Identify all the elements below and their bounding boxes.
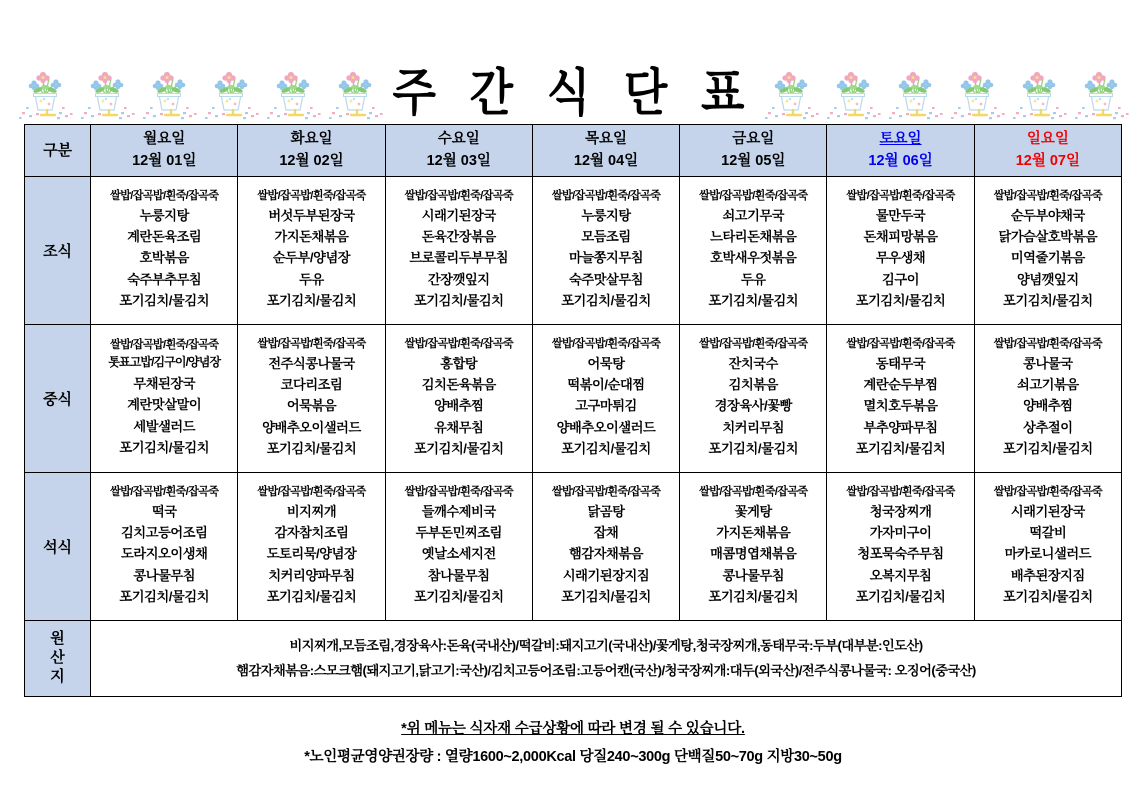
dish-item: 포기김치/물김치 (1003, 589, 1093, 604)
dish-item: 김치볶음 (728, 376, 778, 392)
dish-item: 포기김치/물김치 (1003, 293, 1093, 308)
dish-item: 양배추찜 (1023, 398, 1073, 414)
meal-cell (532, 177, 679, 325)
day-date: 12월 07일 (1015, 152, 1080, 169)
header-day-mon (91, 125, 238, 177)
dish-item: 포기김치/물김치 (119, 293, 210, 308)
dish-item: 시래기된장국 (421, 207, 496, 223)
meal-cell (532, 473, 679, 621)
rice-options: 쌀밥/잡곡밥/흰죽/잡곡죽 (993, 337, 1102, 350)
dish-item: 순두부야채국 (1010, 207, 1085, 223)
dish-item: 포기김치/물김치 (855, 589, 946, 604)
dish-item: 햄감자채볶음 (569, 546, 644, 562)
dish-item: 꽃게탕 (734, 503, 772, 519)
meal-cell (385, 473, 532, 621)
origin-label-char: 원 (50, 630, 65, 648)
rice-options: 쌀밥/잡곡밥/흰죽/잡곡죽 (404, 485, 513, 498)
dish-item: 톳표고밥/김구이/양념장 (108, 355, 221, 370)
dish-item: 코다리조림 (280, 376, 343, 392)
dish-item: 청국장찌개 (869, 503, 932, 519)
dish-item: 동태무국 (875, 355, 926, 371)
header-day-fri (680, 125, 827, 177)
meal-cell (91, 473, 238, 621)
dish-item: 간장깻잎지 (427, 271, 490, 287)
dish-item: 치커리무침 (722, 419, 785, 435)
flower-pot-icon (324, 62, 386, 120)
dish-item: 미역줄기볶음 (1010, 250, 1085, 266)
meal-cell (91, 325, 238, 473)
meal-label-breakfast: 조식 (25, 177, 91, 325)
origin-label-char: 산 (50, 649, 65, 667)
dish-item: 고구마튀김 (575, 398, 637, 414)
origin-line: 햄감자채볶음:스모크햄(돼지고기,닭고기:국산)/김치고등어조림:고등어캔(국산)/청국장찌개:대두(외국산)/전주식콩나물국: 오징어(중국산) (236, 662, 976, 678)
flower-pot-icon (760, 62, 822, 120)
dish-item: 옛날소세지전 (421, 546, 496, 562)
dish-item: 유채무침 (434, 419, 484, 435)
dish-item: 쇠고기볶음 (1017, 376, 1079, 392)
rice-options: 쌀밥/잡곡밥/흰죽/잡곡죽 (257, 485, 366, 498)
origin-label-char: 지 (50, 667, 65, 685)
dish-item: 비지찌개 (286, 503, 337, 519)
dish-item: 호박볶음 (139, 250, 189, 266)
dish-item: 오복지무침 (869, 567, 932, 583)
flower-pot-icon (884, 62, 946, 120)
meal-cell (680, 473, 827, 621)
day-name: 월요일 (143, 131, 186, 148)
day-name: 토요일 (879, 131, 922, 148)
dish-item: 모듬조림 (581, 228, 631, 244)
header-day-thu (532, 125, 679, 177)
flower-pot-icon (76, 62, 138, 120)
day-name: 일요일 (1026, 131, 1069, 148)
rice-options: 쌀밥/잡곡밥/흰죽/잡곡죽 (993, 485, 1102, 498)
dish-item: 전주식콩나물국 (268, 355, 355, 371)
dish-item: 콩나물무침 (133, 567, 196, 583)
rice-options: 쌀밥/잡곡밥/흰죽/잡곡죽 (551, 189, 661, 202)
day-date: 12월 04일 (573, 152, 639, 169)
dish-item: 들깨수제비국 (421, 503, 496, 519)
dish-item: 포기김치/물김치 (119, 440, 210, 456)
header-day-sun (974, 125, 1121, 177)
dish-item: 가자미구이 (869, 524, 932, 540)
dish-item: 두유 (740, 271, 766, 287)
meal-cell (827, 473, 974, 621)
dish-item: 버섯두부된장국 (268, 207, 355, 223)
dish-item: 돈채피망볶음 (863, 228, 938, 244)
meal-cell (238, 325, 385, 473)
rice-options: 쌀밥/잡곡밥/흰죽/잡곡죽 (551, 337, 661, 350)
dish-item: 포기김치/물김치 (413, 441, 504, 456)
meal-cell (827, 325, 974, 473)
meal-cell (974, 473, 1121, 621)
rice-options: 쌀밥/잡곡밥/흰죽/잡곡죽 (551, 485, 661, 498)
dish-item: 콩나물국 (1023, 355, 1073, 371)
dish-item: 양배추찜 (434, 398, 484, 414)
dish-item: 감자참치조림 (274, 524, 349, 540)
dish-item: 계란순두부찜 (863, 376, 938, 392)
dish-item: 브로콜리두부무침 (409, 250, 509, 266)
footer-notes (24, 716, 1122, 771)
dish-item: 마카로니샐러드 (1004, 546, 1092, 562)
dish-item: 느타리돈채볶음 (710, 228, 797, 244)
day-name: 금요일 (732, 131, 775, 148)
rice-options: 쌀밥/잡곡밥/흰죽/잡곡죽 (846, 189, 955, 202)
dish-item: 배추된장지짐 (1010, 567, 1085, 583)
dish-item: 도라지오이생채 (121, 546, 208, 562)
rice-options: 쌀밥/잡곡밥/흰죽/잡곡죽 (257, 337, 366, 350)
dish-item: 시래기된장국 (1010, 503, 1085, 519)
day-name: 목요일 (585, 131, 628, 148)
page-title: 주 간 식 단 표 (392, 62, 754, 123)
dish-item: 양념깻잎지 (1017, 271, 1079, 287)
dish-item: 김구이 (882, 271, 920, 287)
dish-item: 포기김치/물김치 (413, 589, 504, 604)
dish-item: 포기김치/물김치 (708, 589, 799, 604)
dish-item: 닭가슴살호박볶음 (998, 228, 1098, 244)
meal-cell (827, 177, 974, 325)
flower-pot-icon (14, 62, 76, 120)
day-name: 수요일 (437, 131, 480, 148)
meal-cell (680, 325, 827, 473)
dish-item: 떡볶이/순대찜 (567, 376, 645, 392)
dish-item: 포기김치/물김치 (561, 293, 651, 308)
dish-item: 잔치국수 (728, 355, 778, 371)
rice-options: 쌀밥/잡곡밥/흰죽/잡곡죽 (110, 485, 219, 498)
dish-item: 포기김치/물김치 (561, 589, 651, 604)
rice-options: 쌀밥/잡곡밥/흰죽/잡곡죽 (699, 337, 808, 350)
dish-item: 가지돈채볶음 (274, 228, 349, 244)
day-date: 12월 06일 (868, 152, 933, 169)
dish-item: 치커리양파무침 (268, 567, 355, 583)
dish-item: 포기김치/물김치 (855, 293, 946, 308)
day-name: 화요일 (290, 131, 333, 148)
meal-cell (385, 177, 532, 325)
dish-item: 양배추오이샐러드 (262, 419, 361, 435)
meal-row-dinner (25, 473, 1122, 621)
origin-label (25, 621, 91, 697)
dish-item: 멸치호두볶음 (863, 398, 938, 414)
header-day-sat (827, 125, 974, 177)
day-date: 12월 02일 (279, 152, 344, 169)
dish-item: 포기김치/물김치 (119, 589, 210, 604)
dish-item: 김치고등어조림 (121, 524, 208, 540)
dish-item: 물만두국 (875, 207, 926, 223)
dish-item: 포기김치/물김치 (266, 589, 357, 604)
rice-options: 쌀밥/잡곡밥/흰죽/잡곡죽 (257, 189, 366, 202)
dish-item: 떡국 (151, 503, 177, 519)
dish-item: 계란맛살말이 (127, 397, 202, 413)
dish-item: 돈육간장볶음 (421, 228, 496, 244)
flower-pot-icon (946, 62, 1008, 120)
dish-item: 호박새우젓볶음 (710, 250, 797, 266)
day-date: 12월 05일 (721, 152, 786, 169)
flower-pot-icon (1070, 62, 1132, 120)
meal-label-lunch: 중식 (25, 325, 91, 473)
rice-options: 쌀밥/잡곡밥/흰죽/잡곡죽 (993, 189, 1102, 202)
dish-item: 김치돈육볶음 (421, 376, 496, 392)
day-date: 12월 03일 (426, 152, 491, 169)
table-header-row (25, 125, 1122, 177)
meal-label-dinner: 석식 (25, 473, 91, 621)
dish-item: 세발샐러드 (133, 418, 196, 434)
header-decoration-band (24, 58, 1122, 123)
dish-item: 떡갈비 (1029, 524, 1067, 540)
dish-item: 누룽지탕 (581, 207, 631, 223)
rice-options: 쌀밥/잡곡밥/흰죽/잡곡죽 (846, 485, 955, 498)
meal-cell (974, 325, 1121, 473)
menu-table (24, 124, 1122, 697)
dish-item: 어묵볶음 (286, 398, 337, 414)
dish-item: 포기김치/물김치 (266, 293, 357, 308)
dish-item: 부추양파무침 (863, 419, 938, 435)
meal-row-lunch (25, 325, 1122, 473)
note-menu-change: *위 메뉴는 식자재 수급상황에 따라 변경 될 수 있습니다. (401, 721, 745, 737)
rice-options: 쌀밥/잡곡밥/흰죽/잡곡죽 (846, 337, 955, 350)
origin-row (25, 621, 1122, 697)
dish-item: 두부돈민찌조림 (415, 524, 502, 540)
header-day-tue (238, 125, 385, 177)
day-date: 12월 01일 (132, 152, 197, 169)
dish-item: 양배추오이샐러드 (556, 419, 656, 435)
origin-line: 비지찌개,모듬조림,경장육사:돈육(국내산)/떡갈비:돼지고기(국내산)/꽃게탕,청국장찌개,동태무국:두부(대부분:인도산) (289, 638, 923, 654)
flower-pot-icon (822, 62, 884, 120)
meal-cell (974, 177, 1121, 325)
dish-item: 무채된장국 (133, 375, 196, 391)
dish-item: 누룽지탕 (139, 207, 189, 223)
rice-options: 쌀밥/잡곡밥/흰죽/잡곡죽 (110, 189, 219, 202)
note-nutrition-guideline: *노인평균영양권장량 : 열량1600~2,000Kcal 당질240~300g 단백질50~70g 지방30~50g (304, 748, 842, 765)
rice-options: 쌀밥/잡곡밥/흰죽/잡곡죽 (404, 337, 513, 350)
dish-item: 닭곰탕 (587, 503, 625, 519)
dish-item: 참나물무침 (427, 567, 490, 583)
dish-item: 가지돈채볶음 (716, 524, 791, 540)
meal-cell (680, 177, 827, 325)
dish-item: 잡채 (593, 524, 619, 540)
origin-content (91, 621, 1122, 697)
dish-item: 순두부/양념장 (272, 250, 351, 266)
dish-item: 상추절이 (1023, 419, 1073, 435)
dish-item: 포기김치/물김치 (413, 293, 504, 308)
meal-cell (532, 325, 679, 473)
dish-item: 무우생채 (875, 250, 926, 266)
flower-pot-icon (1008, 62, 1070, 120)
meal-cell (385, 325, 532, 473)
dish-item: 포기김치/물김치 (266, 441, 357, 456)
dish-item: 쇠고기무국 (722, 207, 785, 223)
dish-item: 포기김치/물김치 (1003, 441, 1093, 456)
header-day-wed (385, 125, 532, 177)
meal-cell (91, 177, 238, 325)
flower-pot-icon (138, 62, 200, 120)
dish-item: 시래기된장지짐 (562, 567, 650, 583)
dish-item: 마늘쫑지무침 (569, 250, 644, 266)
dish-item: 포기김치/물김치 (708, 293, 799, 308)
dish-item: 포기김치/물김치 (708, 441, 799, 456)
meal-rows-container (25, 177, 1122, 621)
rice-options: 쌀밥/잡곡밥/흰죽/잡곡죽 (404, 189, 513, 202)
dish-item: 홍합탕 (440, 355, 478, 371)
rice-options: 쌀밥/잡곡밥/흰죽/잡곡죽 (699, 485, 808, 498)
dish-item: 경장육사/꽃빵 (714, 398, 792, 414)
dish-item: 숙주맛살무침 (569, 271, 644, 287)
flower-pot-icon (262, 62, 324, 120)
dish-item: 어묵탕 (587, 355, 625, 371)
rice-options: 쌀밥/잡곡밥/흰죽/잡곡죽 (699, 189, 808, 202)
meal-row-breakfast (25, 177, 1122, 325)
flower-pot-icon (200, 62, 262, 120)
dish-item: 청포묵숙주무침 (857, 546, 944, 562)
dish-item: 숙주부추무침 (127, 271, 202, 287)
rice-options: 쌀밥/잡곡밥/흰죽/잡곡죽 (110, 338, 219, 351)
meal-cell (238, 473, 385, 621)
dish-item: 계란돈육조림 (127, 228, 202, 244)
dish-item: 두유 (299, 271, 324, 287)
dish-item: 포기김치/물김치 (561, 441, 651, 456)
dish-item: 포기김치/물김치 (855, 441, 946, 456)
dish-item: 매콤명엽채볶음 (710, 546, 797, 562)
dish-item: 도토리묵/양념장 (266, 546, 357, 562)
dish-item: 콩나물무침 (722, 567, 785, 583)
header-gubun: 구분 (25, 125, 91, 177)
meal-cell (238, 177, 385, 325)
